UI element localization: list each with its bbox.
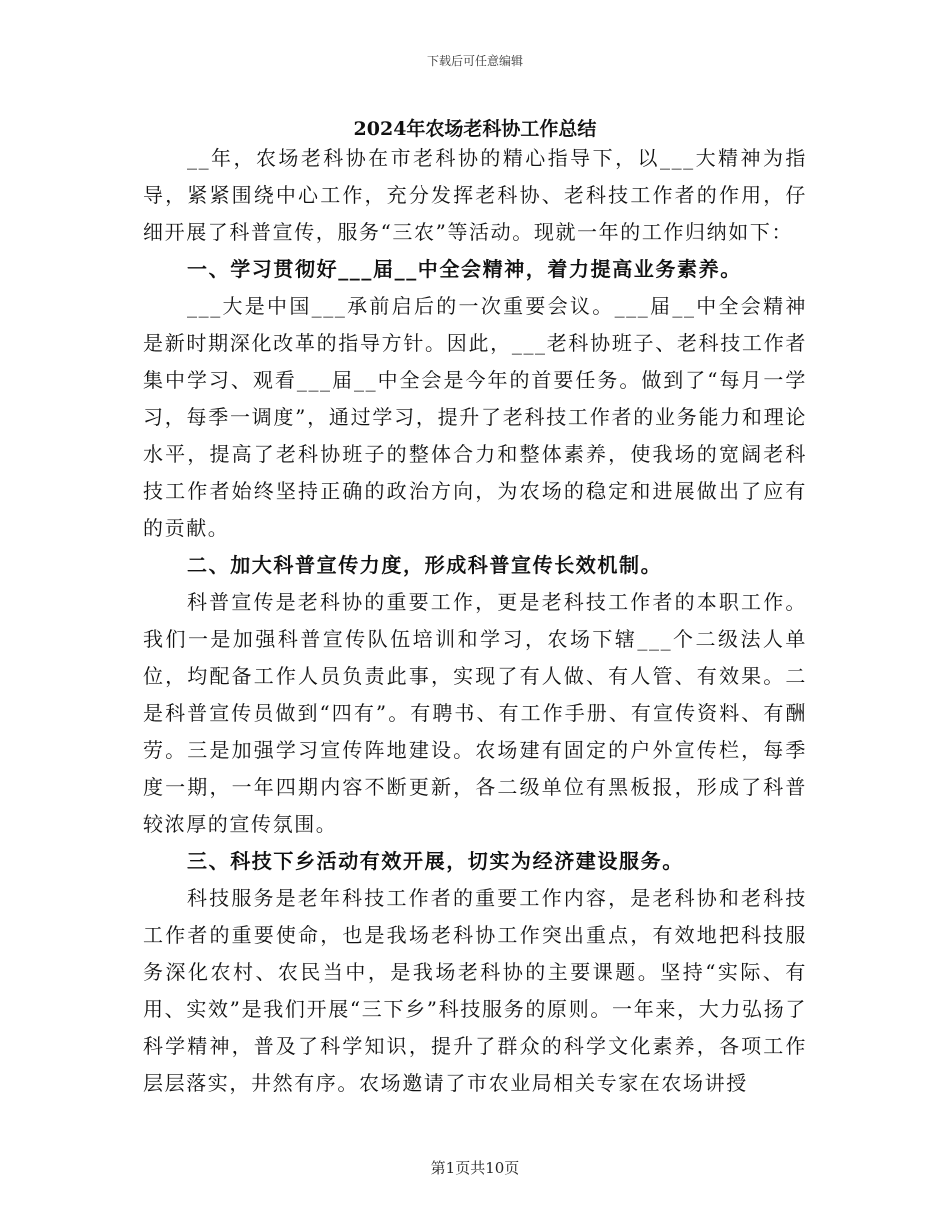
section-heading-2: 二、加大科普宣传力度，形成科普宣传长效机制。	[187, 553, 663, 577]
document-body	[143, 140, 807, 1102]
page-footer: 第1页共10页	[430, 1159, 520, 1177]
intro-paragraph: __年，农场老科协在市老科协的精心指导下，以___大精神为指导，紧紧围绕中心工作，充分发挥老科协、老科技工作者的作用，仔细开展了科普宣传，服务“三农”等活动。现就一年的工作归纳如下：	[143, 146, 807, 244]
section-heading-1: 一、学习贯彻好___届__中全会精神，着力提高业务素养。	[187, 257, 742, 281]
section-heading-3: 三、科技下乡活动有效开展，切实为经济建设服务。	[187, 849, 684, 873]
document-title: 2024年农场老科协工作总结	[353, 118, 597, 140]
section-3-paragraph: 科技服务是老年科技工作者的重要工作内容，是老科协和老科技工作者的重要使命，也是我场老科协工作突出重点，有效地把科技服务深化农村、农民当中，是我场老科协的主要课题。坚持“实际、有用、实效”是我们开展“三下乡”科技服务的原则。一年来，大力弘扬了科学精神，普及了科学知识，提升了群众的科学文化素养，各项工作层层落实，井然有序。农场邀请了市农业局相关专家在农场讲授	[143, 886, 807, 1095]
header-note: 下载后可任意编辑	[426, 54, 523, 68]
section-2-paragraph: 科普宣传是老科协的重要工作，更是老科技工作者的本职工作。我们一是加强科普宣传队伍培训和学习，农场下辖___个二级法人单位，均配备工作人员负责此事，实现了有人做、有人管、有效果。二是科普宣传员做到“四有”。有聘书、有工作手册、有宣传资料、有酬劳。三是加强学习宣传阵地建设。农场建有固定的户外宣传栏，每季度一期，一年四期内容不断更新，各二级单位有黑板报，形成了科普较浓厚的宣传氛围。	[143, 590, 807, 836]
section-1-paragraph: ___大是中国___承前启后的一次重要会议。___届__中全会精神是新时期深化改革的指导方针。因此，___老科协班子、老科技工作者集中学习、观看___届__中全会是今年的首要任务。做到了“每月一学习，每季一调度”，通过学习，提升了老科技工作者的业务能力和理论水平，提高了老科协班子的整体合力和整体素养，使我场的宽阔老科技工作者始终坚持正确的政治方向，为农场的稳定和进展做出了应有的贡献。	[143, 294, 807, 540]
